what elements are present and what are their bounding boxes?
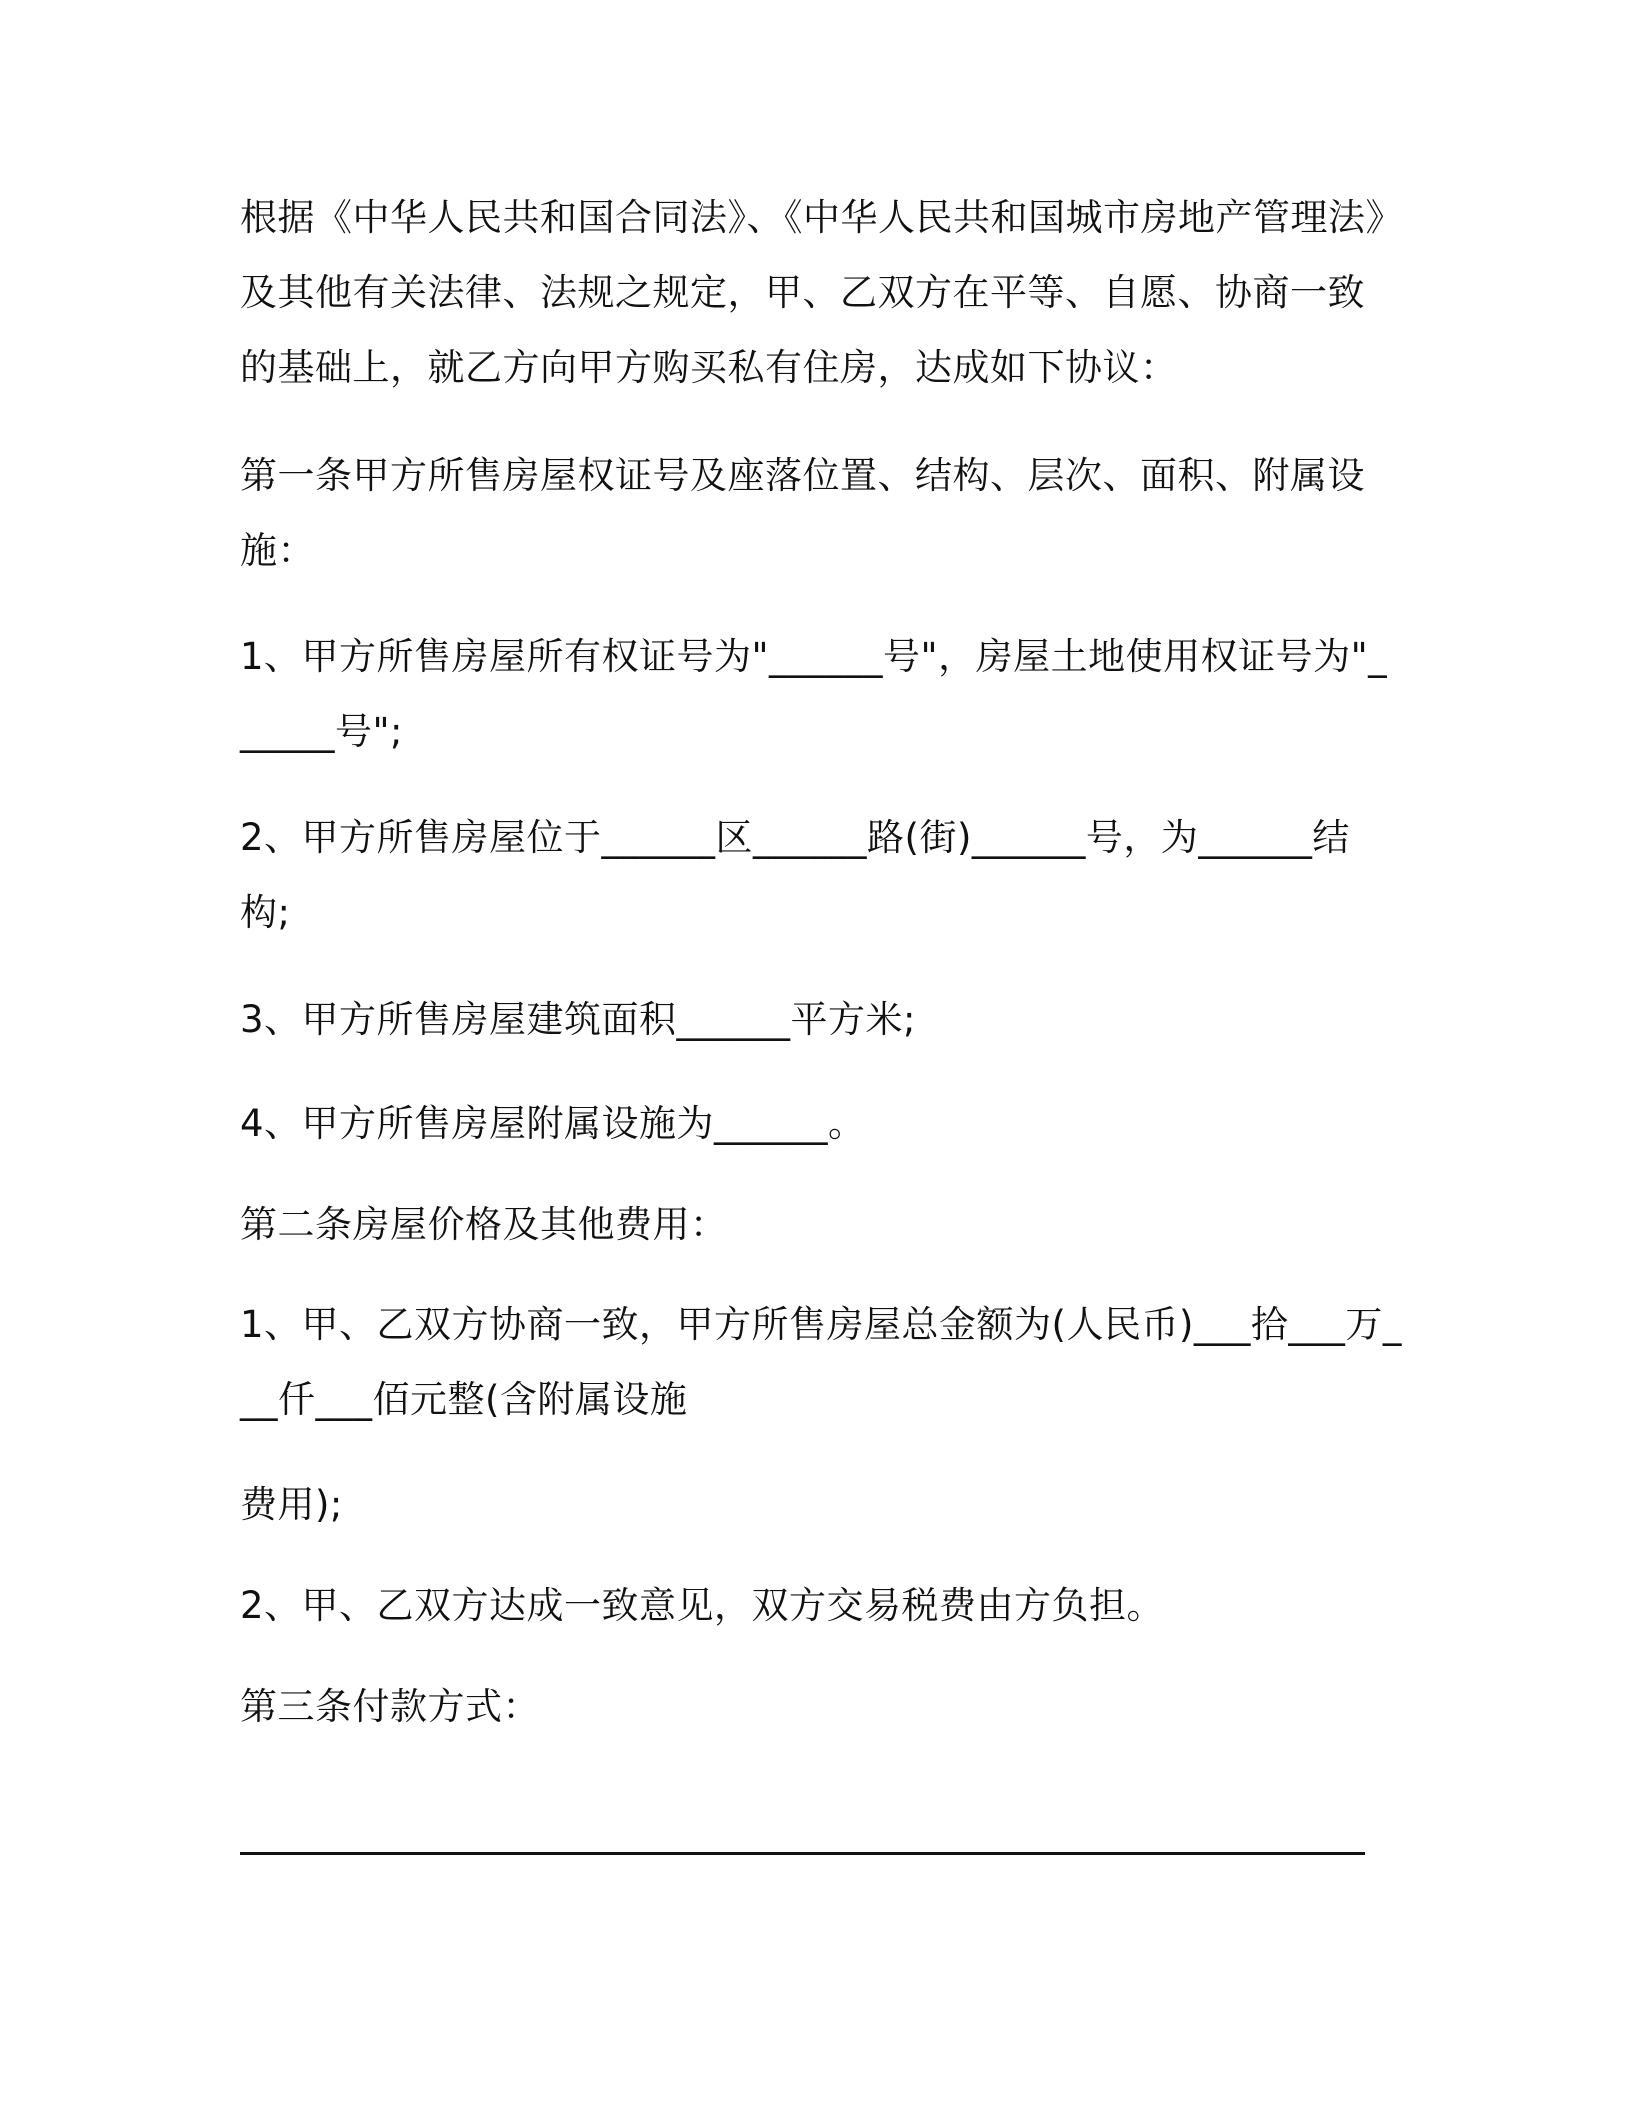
payment-blank-line <box>240 1852 1365 1855</box>
article-2-item-2: 2、甲、乙双方达成一致意见，双方交易税费由方负担。 <box>240 1584 1165 1627</box>
article-1-heading: 第一条甲方所售房屋权证号及座落位置、结构、层次、面积、附属设施： <box>240 454 1365 572</box>
article-1-item-1: 1、甲方所售房屋所有权证号为"______号"，房屋土地使用权证号为"______号"; <box>240 635 1388 753</box>
article-2-item-1: 1、甲、乙双方协商一致，甲方所售房屋总金额为(人民币)___拾___万___仟___佰元整(含附属设施 <box>240 1303 1402 1421</box>
preamble-paragraph: 根据《中华人民共和国合同法》、《中华人民共和国城市房地产管理法》及其他有关法律、法规之规定，甲、乙双方在平等、自愿、协商一致的基础上，就乙方向甲方购买私有住房，达成如下协议： <box>240 196 1385 389</box>
article-1-item-2: 2、甲方所售房屋位于______区______路(街)______号，为______结构; <box>240 816 1350 934</box>
article-3-heading: 第三条付款方式： <box>240 1685 540 1728</box>
article-1-item-4: 4、甲方所售房屋附属设施为______。 <box>240 1102 866 1145</box>
article-1-item-3: 3、甲方所售房屋建筑面积______平方米; <box>240 998 917 1041</box>
article-2-item-1-continuation: 费用); <box>240 1483 343 1526</box>
article-2-heading: 第二条房屋价格及其他费用： <box>240 1203 728 1246</box>
